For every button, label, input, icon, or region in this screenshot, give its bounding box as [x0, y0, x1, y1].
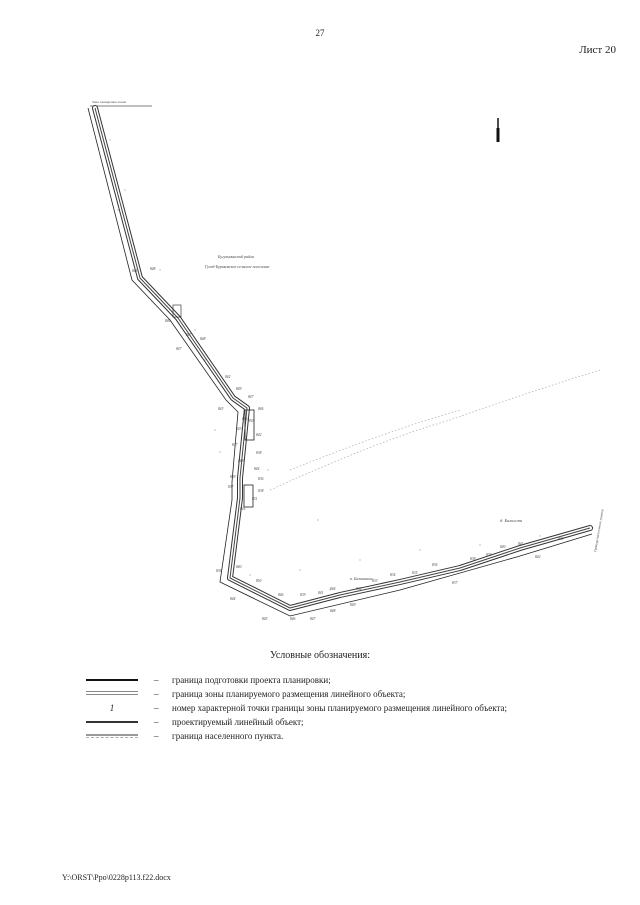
legend-title: Условные обозначения:	[269, 650, 370, 661]
point-number-label: 848	[238, 459, 244, 463]
point-number-label: 848	[330, 609, 336, 613]
point-number-label: 834	[390, 573, 396, 577]
point-number-label: 836	[432, 563, 438, 567]
point-number-label: 843	[558, 537, 564, 541]
point-number-label: 836	[216, 569, 222, 573]
point-number-label: 844	[254, 467, 260, 471]
point-number-label: 844	[230, 597, 236, 601]
point-number-label: 850	[248, 419, 254, 423]
point-number-label: 842	[535, 555, 541, 559]
point-number-label: 845	[262, 617, 268, 621]
legend-item-settlement-boundary	[86, 729, 626, 743]
point-number-label: 848	[200, 337, 206, 341]
point-number-label: 843	[218, 407, 224, 411]
point-number-label: 840	[500, 545, 506, 549]
point-number-label: 841	[318, 591, 324, 595]
legend-dash: –	[154, 731, 159, 741]
legend-symbol-bold-line	[86, 673, 138, 687]
settlement-label: Гулей-Бураковское сельское поселение	[205, 264, 270, 269]
point-number-label: 835	[412, 571, 418, 575]
structure-marker	[244, 485, 253, 507]
page-number: 27	[315, 28, 325, 38]
point-number-label: 846	[258, 407, 264, 411]
survey-dots	[109, 139, 540, 600]
point-number-label: 847	[176, 347, 182, 351]
point-number-label: 833	[372, 579, 378, 583]
point-number-label: 849	[350, 603, 356, 607]
point-number-label: 846	[278, 593, 284, 597]
point-number-label: 849	[236, 387, 242, 391]
legend-text: номер характерной точки границы зоны планируемого размещения линейного объекта;	[172, 703, 508, 713]
legend-dash: –	[154, 703, 159, 713]
legend-dash: –	[154, 717, 159, 727]
point-number-label: 840	[236, 565, 242, 569]
legend-text: граница подготовки проекта планировки;	[172, 675, 331, 685]
point-number-label: 832	[356, 587, 362, 591]
point-number-label: 844	[330, 587, 336, 591]
legend-symbol-point-number: 1	[109, 703, 115, 713]
point-number-label: 850	[256, 579, 262, 583]
legend-symbol-object-line	[86, 715, 138, 729]
point-number-label: 846	[290, 617, 296, 621]
legend-symbol-settlement-line	[86, 729, 138, 743]
point-number-label: 842	[225, 375, 231, 379]
legend-dash: –	[154, 689, 159, 699]
right-edge-label: Граница населенного пункта	[593, 509, 605, 553]
top-label: Зона планировки линии	[92, 100, 127, 104]
legend-text: граница зоны планируемого размещения линейного объекта;	[172, 689, 406, 699]
legend-symbol-double-line	[86, 687, 138, 701]
legend-text: проектируемый линейный объект;	[172, 717, 304, 727]
point-number-label: 836	[258, 477, 264, 481]
point-number-label: 837	[228, 485, 234, 489]
corridor-zone	[95, 108, 590, 608]
point-number-label: 838	[470, 557, 476, 561]
point-number-label: 847	[248, 395, 254, 399]
legend-item-linear-object	[86, 715, 626, 729]
sheet-label: Лист 20	[579, 44, 616, 56]
point-number-label: 845	[240, 507, 246, 511]
point-number-label: 839	[230, 475, 236, 479]
point-number-label: 843	[236, 427, 242, 431]
point-number-label: 848	[150, 267, 156, 271]
point-number-label: 847	[186, 333, 192, 337]
village-label-2: п. Балкашное	[350, 576, 373, 581]
point-number-label: 845	[132, 269, 138, 273]
legend-item-zone-boundary	[86, 687, 626, 701]
point-number-label: 838	[258, 489, 264, 493]
settlement-boundary	[270, 370, 600, 490]
point-number-label: 839	[486, 553, 492, 557]
legend-dash: –	[154, 675, 159, 685]
point-number-label: 847	[310, 617, 316, 621]
village-label-1: д. Бальсопи	[500, 518, 523, 523]
point-number-label: 846	[242, 417, 248, 421]
legend-text: граница населенного пункта.	[172, 731, 284, 741]
legend-item-planning-boundary	[86, 673, 626, 687]
point-number-label: 838	[256, 451, 262, 455]
legend-item-point-number	[86, 701, 626, 715]
point-number-label: 851	[252, 497, 258, 501]
point-labels	[132, 267, 564, 621]
point-number-label: 842	[256, 433, 262, 437]
point-number-label: 837	[452, 581, 458, 585]
planning-boundary	[88, 108, 592, 616]
footer-file-path: Y:\ORST\Ppo\0228p113.f22.docx	[62, 873, 171, 882]
point-number-label: 837	[232, 443, 238, 447]
legend	[86, 673, 626, 743]
district-label: Бугульминский район	[218, 254, 255, 259]
point-number-label: 841	[518, 542, 524, 546]
point-number-label: 839	[300, 593, 306, 597]
point-number-label: 846	[165, 319, 171, 323]
